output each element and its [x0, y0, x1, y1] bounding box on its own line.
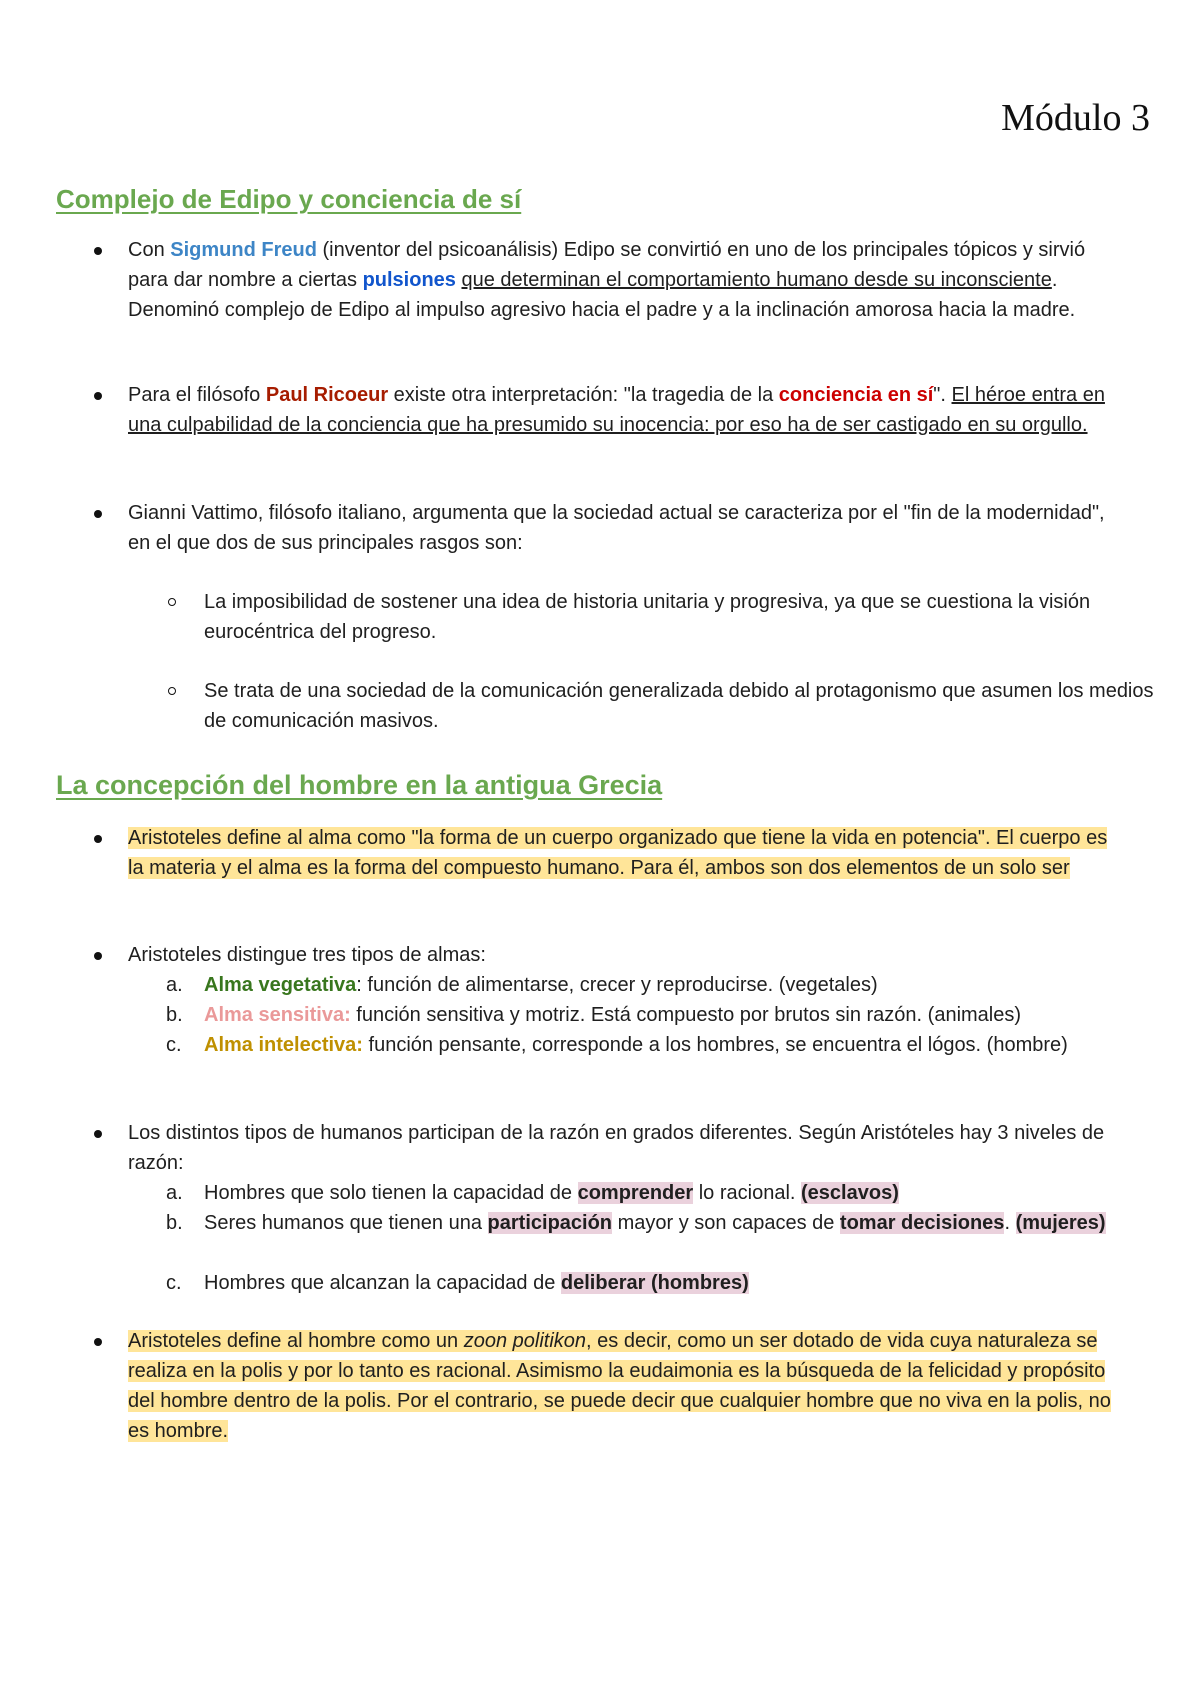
section-heading-grecia: La concepción del hombre en la antigua Grecia: [56, 770, 663, 800]
highlighted-text: Aristoteles define al alma como "la forma de un cuerpo organizado que tiene la vida en potencia". El cuerpo es la materia y el alma es la forma del compuesto humano. Para él, ambos son dos elementos de un solo ser: [128, 827, 1108, 879]
highlighted-term: comprender: [577, 1182, 694, 1204]
bullet-icon: [94, 952, 102, 960]
circle-bullet-icon: [168, 598, 176, 606]
bullet-icon: [94, 247, 102, 255]
paragraph: [128, 823, 1128, 883]
bullet-icon: [94, 392, 102, 400]
name-freud: Sigmund Freud: [170, 239, 317, 261]
term-zoon-politikon: zoon politikon: [463, 1330, 587, 1352]
paragraph: Aristoteles define al hombre como un zoon politikon, es decir, como un ser dotado de vida cuya naturaleza se realiza en la polis y por lo tanto es racional. Asimismo la eudaimonia es la búsqueda de la felicidad y propósito del hombre dentro de la polis. Por el contrario, se puede decir que cualquier hombre que no viva en la polis, no es hombre.: [128, 1330, 1111, 1442]
highlighted-term: participación: [487, 1212, 613, 1234]
term-alma-intelectiva: Alma intelectiva:: [204, 1034, 363, 1056]
paragraph: Aristoteles distingue tres tipos de almas:: [128, 944, 486, 966]
highlighted-term: deliberar (hombres): [560, 1272, 749, 1294]
document-page: Módulo 3 Complejo de Edipo y conciencia de sí Con Sigmund Freud (inventor del psicoanálisis) Edipo se convirtió en uno de los principales tópicos y sirvió para dar nombre a ciertas pulsiones que determinan el comportamiento humano desde su inconsciente. Denominó complejo de Edipo al impulso agresivo hacia el padre y a la inclinación amorosa hacia la madre. Para el filósofo Paul Ricoeur existe otra interpretación: "la tragedia de la conciencia en sí". El héroe entra en una culpabilidad de la conciencia que ha presumido su inocencia: por eso ha de ser castigado en su orgullo. Gianni Vattimo, filósofo italiano, argumenta que la sociedad actual se caracteriza por el "fin de la modernidad", en el que dos de sus principales rasgos son: La imposibilidad de sostener una idea de historia unitaria y progresiva, ya que se cuestiona la visión eurocéntrica del progreso. Se trata de una sociedad de la comunicación generalizada debido al protagonismo que asumen los medios de comunicación masivos. La concepción del hombre en la antigua Grecia Aristoteles define al alma como "la forma de un cuerpo organizado que tiene la vida en potencia". El cuerpo es la materia y el alma es la forma del compuesto humano. Para él, ambos son dos elementos de un solo ser Aristoteles distingue tres tipos de almas: a. Alma vegetativa: función de alimentarse, crecer y reproducirse. (vegetales) b. Alma sensitiva: función sensitiva y motriz. Está compuesto por brutos sin razón. (animales) c. Alma intelectiva: función pensante, corresponde a los hombres, se encuentra el lógos. (hombre) Los distintos tipos de humanos participan de la razón en grados diferentes. Según Aristóteles hay 3 niveles de razón: a. Hombres que solo tienen la capacidad de comprender lo racional. (esclavos) b. Seres humanos que tienen una participación mayor y son capaces de tomar decisiones. (mujeres) c. Hombres que alcanzan la capacidad de deliberar (hombres) Aristoteles define al hombre como un zoon politikon, es decir, como un ser dotado de vida cuya naturaleza se realiza en la polis y por lo tanto es racional. Asimismo la eudaimonia es la búsqueda de la felicidad y propósito del hombre dentro de la polis. Por el contrario, se puede decir que cualquier hombre que no viva en la polis, no es hombre.: [0, 0, 1200, 1694]
term-alma-vegetativa: Alma vegetativa: [204, 974, 357, 996]
paragraph: Para el filósofo Paul Ricoeur existe otra interpretación: "la tragedia de la conciencia en sí". El héroe entra en una culpabilidad de la conciencia que ha presumido su inocencia: por eso ha de ser castigado en su orgullo.: [128, 384, 1105, 436]
circle-bullet-icon: [168, 687, 176, 695]
module-title: Módulo 3: [1001, 97, 1150, 139]
bullet-icon: [94, 835, 102, 843]
bullet-icon: [94, 1130, 102, 1138]
paragraph: Gianni Vattimo, filósofo italiano, argumenta que la sociedad actual se caracteriza por el "fin de la modernidad", en el que dos de sus principales rasgos son:: [128, 502, 1105, 554]
underlined-text: que determinan el comportamiento humano desde su inconsciente: [461, 269, 1052, 291]
highlighted-term: (esclavos): [801, 1182, 899, 1204]
section-heading-edipo: Complejo de Edipo y conciencia de sí: [56, 184, 522, 214]
term-pulsiones: pulsiones: [362, 269, 456, 291]
term-alma-sensitiva: Alma sensitiva:: [204, 1004, 351, 1026]
term-conciencia: conciencia en sí: [778, 384, 934, 406]
bullet-icon: [94, 510, 102, 518]
highlighted-term: (mujeres): [1015, 1212, 1106, 1234]
bullet-icon: [94, 1338, 102, 1346]
underlined-text: El héroe entra en una culpabilidad de la conciencia que ha presumido su inocencia: por eso ha de ser castigado en su orgullo.: [128, 384, 1105, 436]
highlighted-term: tomar decisiones: [839, 1212, 1005, 1234]
paragraph: Los distintos tipos de humanos participan de la razón en grados diferentes. Según Aristóteles hay 3 niveles de razón:: [128, 1122, 1105, 1174]
name-ricoeur: Paul Ricoeur: [265, 384, 389, 406]
paragraph: Con Sigmund Freud (inventor del psicoanálisis) Edipo se convirtió en uno de los principales tópicos y sirvió para dar nombre a ciertas pulsiones que determinan el comportamiento humano desde su inconsciente. Denominó complejo de Edipo al impulso agresivo hacia el padre y a la inclinación amorosa hacia la madre.: [128, 239, 1086, 321]
